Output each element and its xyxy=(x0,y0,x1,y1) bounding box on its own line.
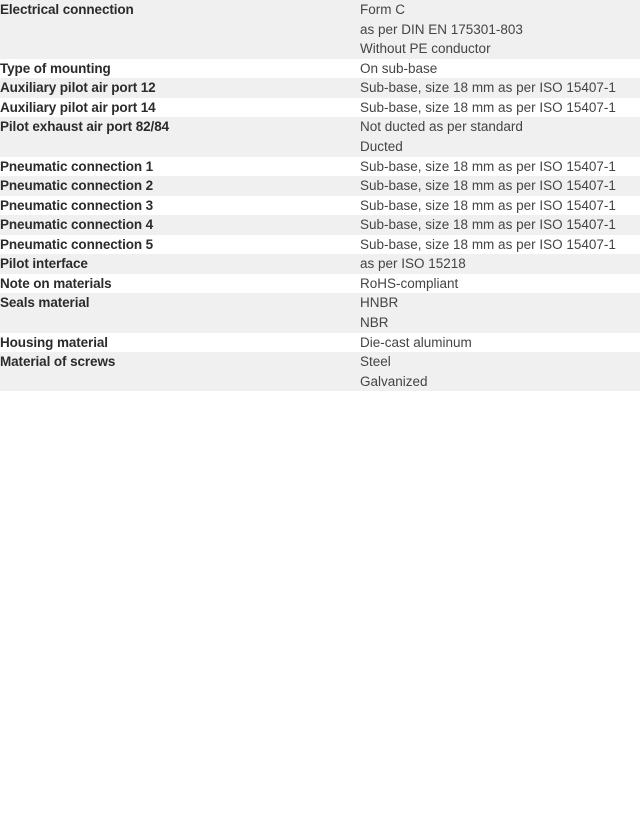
spec-value-line: Sub-base, size 18 mm as per ISO 15407-1 xyxy=(360,236,616,252)
spec-label: Pneumatic connection 1 xyxy=(0,158,154,174)
spec-value-cell xyxy=(360,293,640,332)
table-row xyxy=(0,274,640,294)
spec-value-cell xyxy=(360,59,640,79)
spec-value-line: Sub-base, size 18 mm as per ISO 15407-1 xyxy=(360,158,616,174)
table-row xyxy=(0,293,640,332)
spec-value-cell xyxy=(360,176,640,196)
spec-label-cell xyxy=(0,59,360,79)
specifications-table xyxy=(0,0,640,391)
spec-label: Auxiliary pilot air port 14 xyxy=(0,99,156,115)
spec-label: Pneumatic connection 2 xyxy=(0,178,154,194)
spec-value-line: HNBR xyxy=(360,295,399,311)
spec-value-line: as per DIN EN 175301-803 xyxy=(360,21,523,37)
spec-label-cell xyxy=(0,274,360,294)
spec-value-cell xyxy=(360,196,640,216)
spec-label-cell xyxy=(0,0,360,59)
spec-value-line: Not ducted as per standard xyxy=(360,119,523,135)
spec-value-line: as per ISO 15218 xyxy=(360,256,466,272)
spec-value-line: Sub-base, size 18 mm as per ISO 15407-1 xyxy=(360,178,616,194)
spec-label: Material of screws xyxy=(0,354,116,370)
spec-label-cell xyxy=(0,196,360,216)
table-row xyxy=(0,254,640,274)
spec-label-cell xyxy=(0,293,360,332)
spec-value-line: Ducted xyxy=(360,138,403,154)
spec-label-cell xyxy=(0,215,360,235)
spec-value-line: Without PE conductor xyxy=(360,41,491,57)
spec-label-cell xyxy=(0,333,360,353)
spec-label: Pneumatic connection 3 xyxy=(0,197,154,213)
spec-label-cell xyxy=(0,98,360,118)
spec-value-line: Sub-base, size 18 mm as per ISO 15407-1 xyxy=(360,197,616,213)
spec-label: Housing material xyxy=(0,334,108,350)
spec-value-cell xyxy=(360,333,640,353)
spec-label: Auxiliary pilot air port 12 xyxy=(0,80,156,96)
spec-value-cell xyxy=(360,0,640,59)
spec-label: Note on materials xyxy=(0,275,112,291)
spec-value-line: Steel xyxy=(360,354,391,370)
table-row xyxy=(0,59,640,79)
spec-value-line: Sub-base, size 18 mm as per ISO 15407-1 xyxy=(360,80,616,96)
spec-label: Pneumatic connection 4 xyxy=(0,217,154,233)
spec-label: Seals material xyxy=(0,295,90,311)
table-row xyxy=(0,352,640,391)
spec-value-cell xyxy=(360,235,640,255)
table-row xyxy=(0,0,640,59)
spec-value-cell xyxy=(360,352,640,391)
spec-value-cell xyxy=(360,157,640,177)
table-row xyxy=(0,333,640,353)
table-row xyxy=(0,196,640,216)
table-row xyxy=(0,117,640,156)
spec-value-line: RoHS-compliant xyxy=(360,275,459,291)
spec-value-line: Sub-base, size 18 mm as per ISO 15407-1 xyxy=(360,99,616,115)
spec-label-cell xyxy=(0,235,360,255)
spec-label: Pilot interface xyxy=(0,256,88,272)
spec-label: Electrical connection xyxy=(0,2,134,17)
spec-label: Type of mounting xyxy=(0,60,111,76)
table-row xyxy=(0,176,640,196)
spec-label-cell xyxy=(0,254,360,274)
table-row xyxy=(0,78,640,98)
table-row xyxy=(0,215,640,235)
spec-value-cell xyxy=(360,254,640,274)
spec-label-cell xyxy=(0,157,360,177)
table-row xyxy=(0,98,640,118)
specifications-table-body xyxy=(0,0,640,391)
spec-value-line: Galvanized xyxy=(360,373,428,389)
spec-value-line: Die-cast aluminum xyxy=(360,334,472,350)
table-row xyxy=(0,235,640,255)
spec-value-cell xyxy=(360,215,640,235)
spec-value-line: Form C xyxy=(360,2,405,17)
table-row xyxy=(0,157,640,177)
spec-value-line: On sub-base xyxy=(360,60,438,76)
spec-label-cell xyxy=(0,78,360,98)
spec-value-cell xyxy=(360,78,640,98)
spec-label: Pilot exhaust air port 82/84 xyxy=(0,119,170,135)
spec-value-line: NBR xyxy=(360,315,389,330)
spec-label-cell xyxy=(0,117,360,156)
spec-label: Pneumatic connection 5 xyxy=(0,236,154,252)
spec-value-line: Sub-base, size 18 mm as per ISO 15407-1 xyxy=(360,217,616,233)
spec-value-cell xyxy=(360,117,640,156)
spec-value-cell xyxy=(360,98,640,118)
spec-label-cell xyxy=(0,352,360,391)
spec-label-cell xyxy=(0,176,360,196)
spec-value-cell xyxy=(360,274,640,294)
